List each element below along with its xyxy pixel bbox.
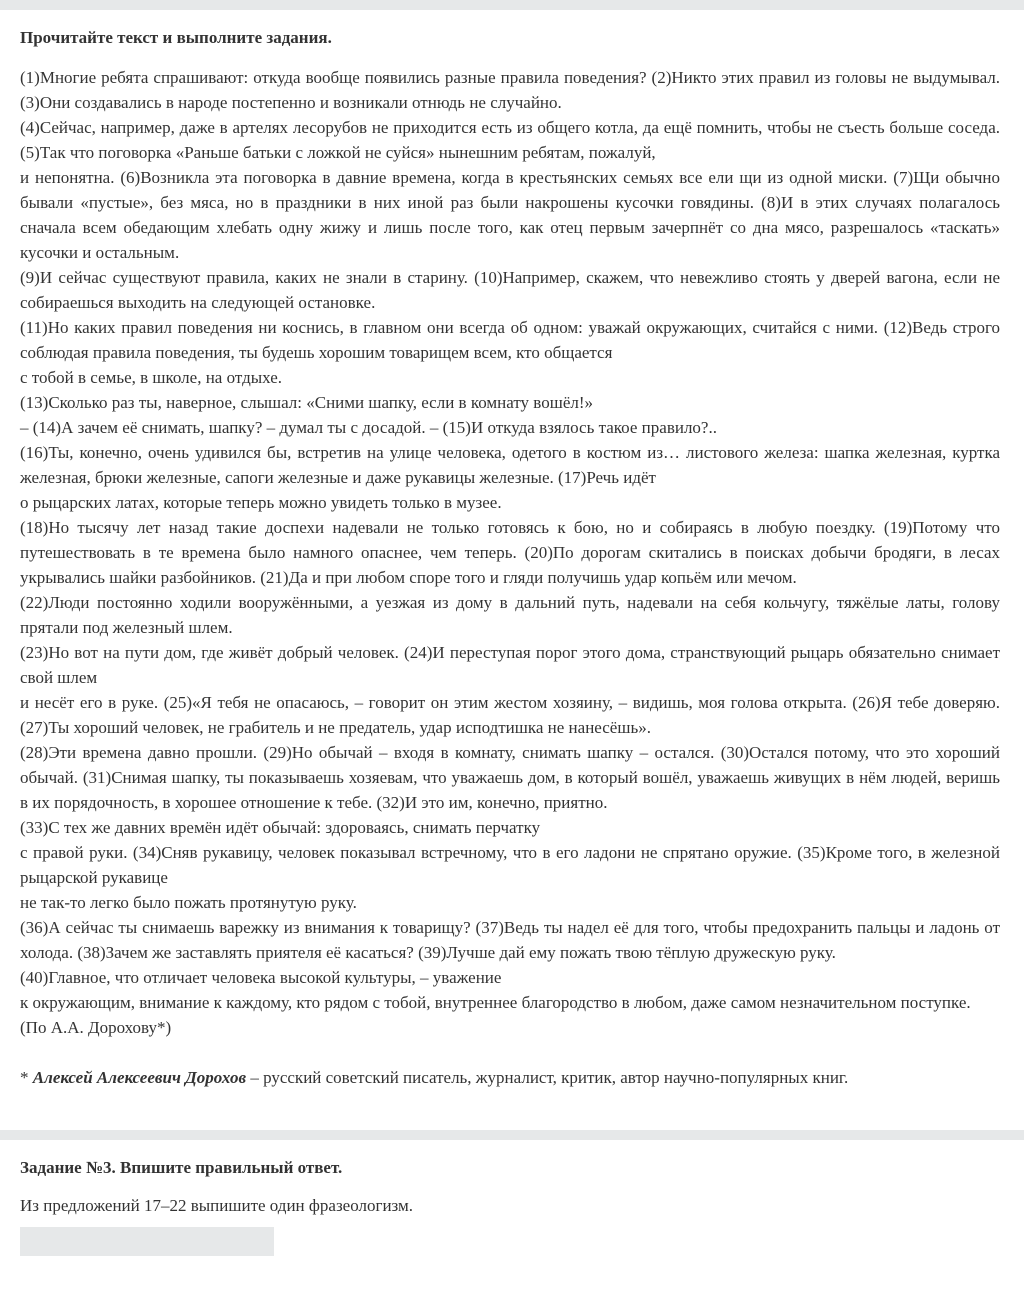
passage-paragraph: (40)Главное, что отличает человека высокой культуры, – уважение bbox=[20, 968, 502, 987]
passage-paragraph: (36)А сейчас ты снимаешь варежку из внимания к товарищу? (37)Ведь ты надел её для того, чтобы предохранить пальцы и ладонь от холода. (38)Зачем же заставлять приятеля её касаться? (39)Лучше дай ему пожать твою тёплую дружескую руку. bbox=[20, 918, 1000, 962]
footnote-text: – русский советский писатель, журналист, критик, автор научно-популярных книг. bbox=[250, 1068, 849, 1087]
passage-paragraph: (1)Многие ребята спрашивают: откуда вообще появились разные правила поведения? (2)Никто этих правил из головы не выдумывал. (3)Они создавались в народе постепенно и возникали отнюдь не случайно. bbox=[20, 68, 1000, 112]
task-question: Из предложений 17–22 выпишите один фразеологизм. bbox=[20, 1196, 414, 1215]
passage-paragraph: с правой руки. (34)Сняв рукавицу, человек показывал встречному, что в его ладони не спрятано оружие. (35)Кроме того, в железной рыцарской рукавице bbox=[20, 843, 1000, 887]
footnote-marker: * bbox=[20, 1068, 29, 1087]
passage-paragraph: (22)Люди постоянно ходили вооружёнными, а уезжая из дому в дальний путь, надевали на себя кольчугу, тяжёлые латы, голову прятали под железный шлем. bbox=[20, 593, 1000, 637]
passage-paragraph: о рыцарских латах, которые теперь можно увидеть только в музее. bbox=[20, 493, 502, 512]
footnote-author-name: Алексей Алексеевич Дорохов bbox=[32, 1068, 247, 1087]
section-divider bbox=[0, 1130, 1024, 1140]
answer-input[interactable] bbox=[20, 1227, 274, 1256]
passage-paragraph: с тобой в семье, в школе, на отдыхе. bbox=[20, 368, 283, 387]
passage-paragraph: не так-то легко было пожать протянутую руку. bbox=[20, 893, 357, 912]
passage-paragraph: (9)И сейчас существуют правила, каких не знали в старину. (10)Например, скажем, что невежливо стоять у дверей вагона, если не собираешься выходить на следующей остановке. bbox=[20, 268, 1000, 312]
footnote bbox=[20, 1065, 1000, 1090]
source-attribution: (По А.А. Дорохову*) bbox=[20, 1018, 172, 1037]
top-divider bbox=[0, 0, 1024, 10]
instruction-heading: Прочитайте текст и выполните задания. bbox=[20, 28, 332, 47]
passage-paragraph: и непонятна. (6)Возникла эта поговорка в давние времена, когда в крестьянских семьях все ели щи из одной миски. (7)Щи обычно бывали «пустые», без мяса, но в праздники в них иной раз были накрошены кусочки говядины. (8)И в этих случаях полагалось сначала всем обедающим хлебать одну жижу и лишь после того, как отец первым зачерпнёт со дна мясо, разрешалось «таскать» кусочки и остальным. bbox=[20, 168, 1000, 262]
task-title: Задание №3. Впишите правильный ответ. bbox=[20, 1158, 343, 1177]
passage-paragraph: (23)Но вот на пути дом, где живёт добрый человек. (24)И переступая порог этого дома, странствующий рыцарь обязательно снимает свой шлем bbox=[20, 643, 1000, 687]
passage-paragraph: (16)Ты, конечно, очень удивился бы, встретив на улице человека, одетого в костюм из… листового железа: шапка железная, куртка железная, брюки железные, сапоги железные и даже рукавицы железные. (17)Речь идёт bbox=[20, 443, 1000, 487]
passage-paragraph: к окружающим, внимание к каждому, кто рядом с тобой, внутреннее благородство в любом, даже самом незначительном поступке. bbox=[20, 993, 971, 1012]
passage-paragraph: (28)Эти времена давно прошли. (29)Но обычай – входя в комнату, снимать шапку – остался. (30)Остался потому, что это хороший обычай. (31)Снимая шапку, ты показываешь хозяевам, что уважаешь дом, в который вошёл, уважаешь живущих в нём людей, веришь в их порядочность, в хорошее отношение к тебе. (32)И это им, конечно, приятно. bbox=[20, 743, 1000, 812]
passage-paragraph: (18)Но тысячу лет назад такие доспехи надевали не только готовясь к бою, но и собираясь в любую поездку. (19)Потому что путешествовать в те времена было намного опаснее, чем теперь. (20)По дорогам скитались в поисках добычи бродяги, в лесах укрывались шайки разбойников. (21)Да и при любом споре того и гляди получишь удар копьём или мечом. bbox=[20, 518, 1000, 587]
reading-passage bbox=[20, 65, 1000, 1090]
passage-paragraph: и несёт его в руке. (25)«Я тебя не опасаюсь, – говорит он этим жестом хозяину, – видишь, моя голова открыта. (26)Я тебе доверяю. (27)Ты хороший человек, не грабитель и не предатель, удар исподтишка не нанесёшь». bbox=[20, 693, 1000, 737]
passage-paragraph: (11)Но каких правил поведения ни коснись, в главном они всегда об одном: уважай окружающих, считайся с ними. (12)Ведь строго соблюдая правила поведения, ты будешь хорошим товарищем всем, кто общается bbox=[20, 318, 1000, 362]
passage-paragraph: (4)Сейчас, например, даже в артелях лесорубов не приходится есть из общего котла, да ещё помнить, чтобы не съесть больше соседа. (5)Так что поговорка «Раньше батьки с ложкой не суйся» нынешним ребятам, пожалуй, bbox=[20, 118, 1000, 162]
passage-paragraph: – (14)А зачем её снимать, шапку? – думал ты с досадой. – (15)И откуда взялось такое правило?.. bbox=[20, 418, 717, 437]
passage-paragraph: (33)С тех же давних времён идёт обычай: здороваясь, снимать перчатку bbox=[20, 818, 541, 837]
passage-paragraph: (13)Сколько раз ты, наверное, слышал: «Сними шапку, если в комнату вошёл!» bbox=[20, 393, 594, 412]
